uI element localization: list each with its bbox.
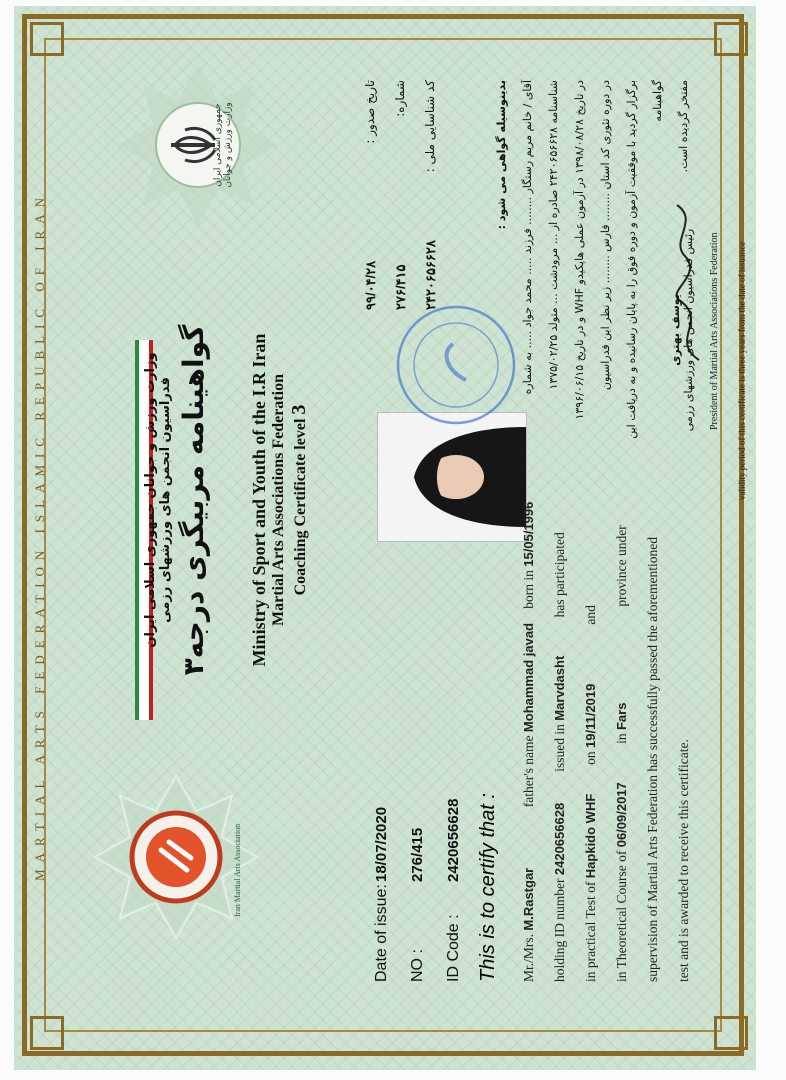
fa-no-value: ۲۷۶/۴۱۵ bbox=[393, 264, 408, 310]
en-on: on bbox=[583, 751, 598, 765]
president-title-en: President of Martial Arts Associations Federation bbox=[709, 232, 720, 430]
fa-line5: برگزار گردید با موفقیت آزمون و دوره فوق را به پایان رسانیده و به دریافت این گواهینامه bbox=[625, 80, 664, 439]
en-date-value: 18/07/2020 bbox=[373, 806, 390, 882]
en-theoretical: in Theoretical Course of bbox=[614, 850, 629, 982]
emblem-left-line2: وزارت ورزش و جوانان bbox=[223, 102, 233, 188]
title-en: Coaching Certificate level bbox=[292, 418, 309, 596]
en-issued-in: issued in bbox=[552, 724, 567, 772]
emblem-right-text: Iran Martial Arts Association bbox=[233, 823, 242, 917]
en-awarded: test and is awarded to receive this certificate. bbox=[676, 739, 691, 982]
title-fa: گواهینامه مربیگری درجه۳ bbox=[177, 324, 210, 676]
federation-en: Martial Arts Associations Federation bbox=[270, 374, 287, 626]
en-born-in: born in bbox=[521, 570, 536, 609]
fa-line6: مفتخر گردیده است. bbox=[677, 80, 690, 173]
ministry-fa: وزارت ورزش و جوانان جمهوری اسلامی ایران bbox=[143, 352, 158, 648]
emblem-left-line1: جمهوری اسلامی ایران bbox=[213, 103, 223, 187]
en-no-value: 276/415 bbox=[409, 827, 426, 882]
en-holding: holding ID number bbox=[552, 878, 567, 982]
ministry-en: Ministry of Sport and Youth of the I.R Iran bbox=[249, 333, 269, 667]
president-title-fa: رئیس فدراسیون انجمن های ورزشهای رزمی bbox=[682, 228, 695, 432]
fa-line1: آقای / خانم مریم رستگار ........ فرزند ..... محمد جواد ..... به شماره bbox=[521, 80, 534, 395]
en-issued-place: Marvdasht bbox=[552, 655, 567, 721]
fa-date-value: ۹۹/۰۴/۲۸ bbox=[363, 260, 378, 310]
en-practical-date: 19/11/2019 bbox=[583, 683, 598, 748]
en-practical-value: Hapkido WHF bbox=[583, 793, 598, 879]
en-province: Fars bbox=[614, 702, 629, 731]
president-name-fa: یوسف بهتری bbox=[669, 294, 682, 366]
en-name: M.Rastgar bbox=[521, 867, 536, 931]
en-fathers-name-label: father's name bbox=[521, 735, 536, 808]
fa-date-label: تاریخ صدور : bbox=[363, 80, 377, 144]
iran-government-emblem-icon bbox=[113, 60, 283, 230]
corner-ornament-top-left bbox=[30, 22, 64, 56]
en-in: in bbox=[614, 733, 629, 744]
fa-id-label: کد شناسایی ملی : bbox=[423, 80, 437, 173]
border-text: MARTIAL ARTS FEDERATION ISLAMIC REPUBLIC OF IRAN bbox=[32, 190, 47, 882]
en-province-under: province under bbox=[614, 525, 629, 607]
en-certify: This is to certify that : bbox=[477, 793, 499, 982]
en-has-participated: has participated bbox=[552, 532, 567, 618]
fa-no-label: شماره: bbox=[393, 80, 407, 117]
en-id-value: 2420656628 bbox=[445, 798, 462, 882]
certificate-content bbox=[73, 60, 747, 1020]
en-id-label: ID Code : bbox=[445, 914, 462, 982]
fa-id-value: ۲۴۲۰۶۵۶۶۲۸ bbox=[423, 240, 438, 310]
fa-line3: در تاریخ ۱۳۹۸/۰۸/۲۸ در آزمون عملی هاپکیدو WHF و در تاریخ ۱۳۹۶/۰۶/۱۵ bbox=[573, 80, 586, 420]
title-level: 3 bbox=[288, 404, 310, 415]
en-id-number: 2420656628 bbox=[552, 802, 567, 876]
corner-ornament-top-right bbox=[714, 22, 748, 56]
fa-line4: در دوره تئوری کد استان ........ فارس ........ زیر نظر این فدراسیون bbox=[599, 80, 612, 391]
fa-line2: شناسنامه ۲۴۲۰۶۵۶۶۲۸ صادره از ... مرودشت ... متولد ۱۳۷۵/۰۲/۲۵ bbox=[547, 80, 560, 390]
en-practical: in practical Test of bbox=[583, 881, 598, 982]
en-born-date: 15/05/1996 bbox=[521, 501, 536, 567]
en-no-label: NO : bbox=[409, 949, 426, 982]
en-fathers-name: Mohammad javad bbox=[521, 622, 536, 733]
corner-ornament-bottom-right bbox=[714, 1016, 748, 1050]
en-mrmrs: Mr./Mrs. bbox=[521, 933, 536, 982]
federation-fa: فدراسیون انجمن های ورزشهای رزمی bbox=[158, 377, 173, 623]
en-and: and bbox=[583, 605, 598, 625]
en-supervision: supervision of Martial Arts Federation has successfully passed the aforementioned bbox=[645, 536, 660, 982]
footer-validity-note: validity period of this certificate is three years from the date of issuance bbox=[737, 241, 747, 500]
corner-ornament-bottom-left bbox=[30, 1016, 64, 1050]
fa-certify: بدینوسیله گواهی می شود : bbox=[495, 80, 508, 230]
en-date-label: Date of issue: bbox=[373, 884, 390, 982]
en-theoretical-date: 06/09/2017 bbox=[614, 782, 629, 848]
